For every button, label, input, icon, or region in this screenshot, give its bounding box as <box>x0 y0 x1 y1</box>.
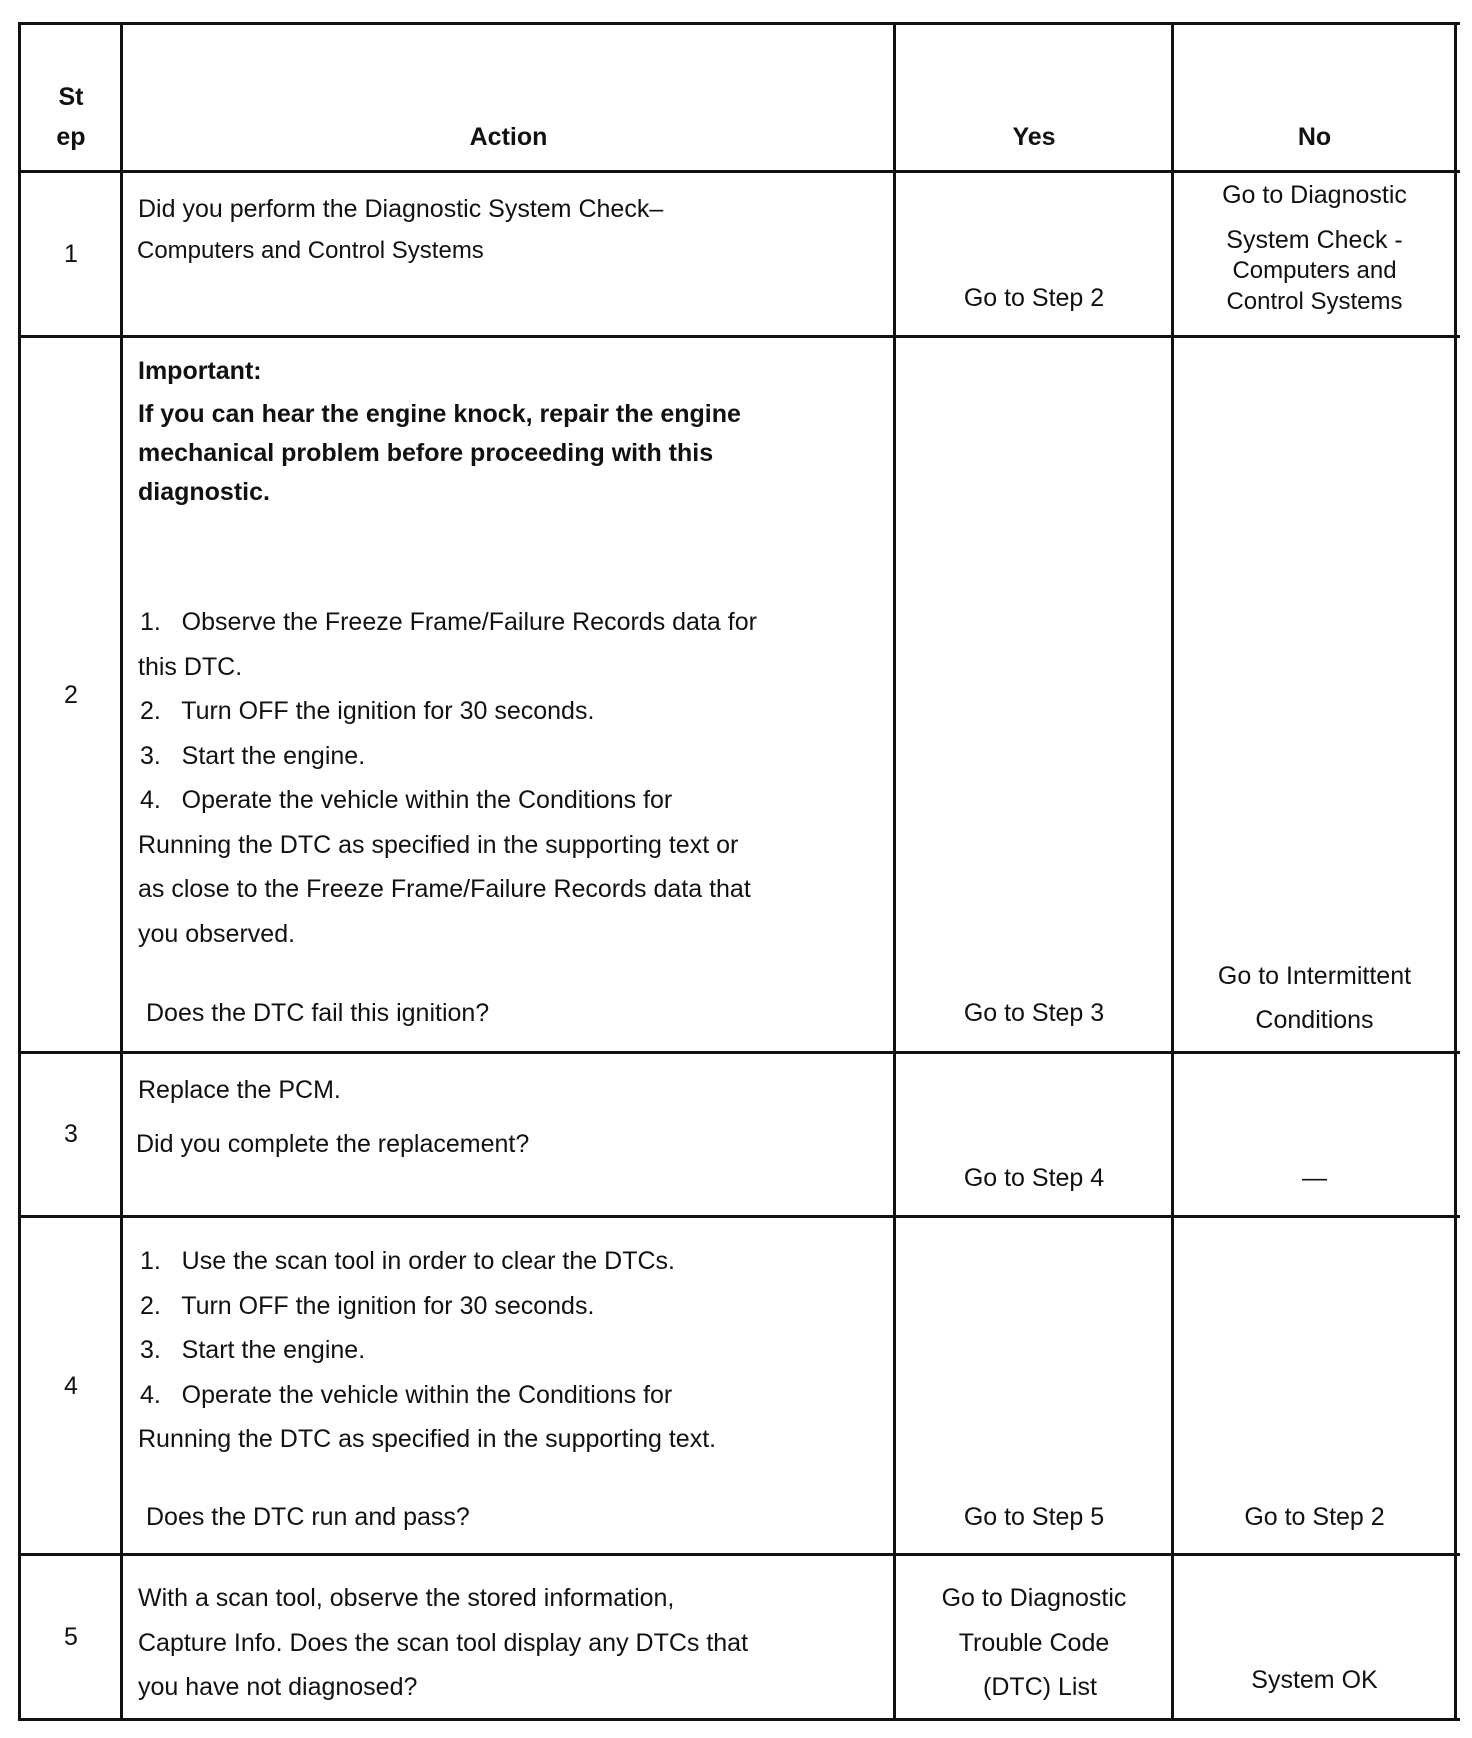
row-divider <box>18 1553 1460 1556</box>
header-no: No <box>1297 123 1332 151</box>
no-link-line: Conditions <box>1255 1006 1374 1034</box>
table-border-right <box>1454 22 1457 1721</box>
action-line: you have not diagnosed? <box>138 1673 418 1701</box>
action-line: Capture Info. Does the scan tool display any DTCs that <box>138 1628 749 1657</box>
action-text: Did you complete the replacement? <box>136 1130 530 1158</box>
question-text: Does the DTC fail this ignition? <box>146 999 490 1027</box>
no-result: System OK <box>1251 1666 1378 1694</box>
table-border-bottom <box>18 1718 1460 1721</box>
procedure-line: as close to the Freeze Frame/Failure Records data that <box>138 875 751 903</box>
action-line: With a scan tool, observe the stored information, <box>138 1584 675 1612</box>
row-divider <box>18 170 1460 173</box>
no-link[interactable]: Go to Step 2 <box>1244 1503 1385 1531</box>
procedure-line: you observed. <box>138 919 296 948</box>
header-step-line: St <box>58 83 84 111</box>
step-number: 2 <box>64 681 78 709</box>
procedure-line: 2. Turn OFF the ignition for 30 seconds. <box>140 1291 595 1320</box>
step-number: 3 <box>64 1120 78 1148</box>
no-link-line: Computers and <box>1232 257 1397 284</box>
action-text <box>138 1576 748 1710</box>
row-divider <box>18 1215 1460 1218</box>
step-number: 5 <box>64 1623 78 1651</box>
yes-link-line: Go to Diagnostic <box>941 1584 1127 1612</box>
header-action: Action <box>469 123 548 151</box>
important-label: Important: <box>138 357 262 385</box>
action-text: Did you perform the Diagnostic System Check– <box>138 195 664 223</box>
yes-link[interactable]: Go to Step 3 <box>963 999 1105 1027</box>
no-link-line: System Check - <box>1226 226 1403 254</box>
column-divider <box>1171 22 1174 1721</box>
procedure-list <box>138 1239 716 1462</box>
yes-link[interactable]: Go to Step 2 <box>963 284 1105 312</box>
no-link-line: Go to Diagnostic <box>1222 181 1407 209</box>
important-text <box>138 395 741 512</box>
header-yes: Yes <box>1012 123 1056 151</box>
procedure-line: Running the DTC as specified in the supporting text. <box>138 1425 717 1453</box>
yes-link[interactable] <box>897 1576 1171 1710</box>
no-link-line: Go to Intermittent <box>1217 962 1412 990</box>
action-text: Computers and Control Systems <box>137 237 484 264</box>
procedure-line: 1. Use the scan tool in order to clear the DTCs. <box>140 1247 675 1275</box>
table-border-top <box>18 22 1460 25</box>
step-number: 4 <box>64 1372 78 1400</box>
header-step <box>22 82 120 152</box>
important-line: If you can hear the engine knock, repair the engine <box>138 400 741 428</box>
procedure-line: 4. Operate the vehicle within the Conditions for <box>140 786 673 814</box>
header-step-line: ep <box>56 123 86 151</box>
yes-link-line: Trouble Code <box>958 1628 1110 1657</box>
procedure-line: Running the DTC as specified in the supporting text or <box>138 830 739 859</box>
important-line: mechanical problem before proceeding with this <box>138 439 714 467</box>
column-divider <box>893 22 896 1721</box>
column-divider <box>120 22 123 1721</box>
no-link-line: Control Systems <box>1226 288 1403 315</box>
procedure-line: 3. Start the engine. <box>140 1336 366 1364</box>
procedure-line: 2. Turn OFF the ignition for 30 seconds. <box>140 697 595 725</box>
no-link[interactable] <box>1175 180 1454 317</box>
row-divider <box>18 335 1460 338</box>
procedure-line: 4. Operate the vehicle within the Conditions for <box>140 1380 673 1409</box>
step-number: 1 <box>64 240 78 268</box>
yes-link[interactable]: Go to Step 5 <box>963 1503 1105 1531</box>
procedure-line: 3. Start the engine. <box>140 741 366 770</box>
action-text: Replace the PCM. <box>138 1076 341 1104</box>
question-text: Does the DTC run and pass? <box>146 1503 470 1531</box>
yes-link-line: (DTC) List <box>983 1673 1097 1701</box>
procedure-line: 1. Observe the Freeze Frame/Failure Records data for <box>140 608 757 636</box>
row-divider <box>18 1051 1460 1054</box>
important-line: diagnostic. <box>138 478 270 506</box>
no-link[interactable] <box>1175 954 1454 1042</box>
no-dash: — <box>1302 1164 1327 1192</box>
procedure-line: this DTC. <box>138 652 243 681</box>
table-border-left <box>18 22 21 1721</box>
yes-link[interactable]: Go to Step 4 <box>963 1164 1105 1192</box>
procedure-list <box>138 600 757 956</box>
